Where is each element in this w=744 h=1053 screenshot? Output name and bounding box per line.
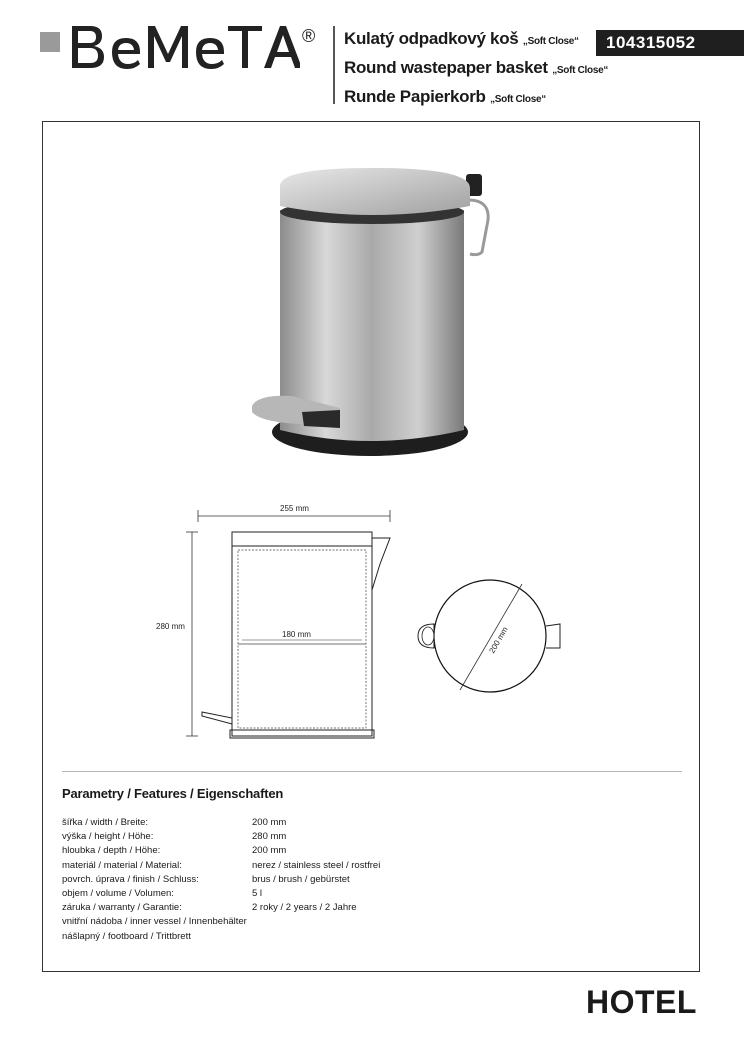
feature-label: objem / volume / Volumen: [62, 888, 174, 900]
feature-value: 200 mm [252, 845, 287, 857]
feature-value: 280 mm [252, 831, 287, 843]
top-view-circle [434, 580, 546, 692]
category-label: HOTEL [586, 984, 697, 1020]
title-german-suffix: „Soft Close“ [490, 94, 546, 105]
title-english-main: Round wastepaper basket [344, 58, 548, 77]
feature-label: povrch. úprava / finish / Schluss: [62, 873, 199, 885]
feature-value: 2 roky / 2 years / 2 Jahre [252, 902, 357, 914]
title-german-main: Runde Papierkorb [344, 87, 486, 106]
feature-row [62, 816, 380, 830]
title-czech-suffix: „Soft Close“ [522, 36, 579, 47]
features-table [62, 816, 380, 944]
features-heading: Parametry / Features / Eigenschaften [62, 786, 284, 801]
title-english [344, 55, 608, 84]
logo-square-mark [40, 32, 60, 52]
feature-row [62, 930, 380, 944]
feature-value: 200 mm [252, 817, 287, 828]
feature-label: výška / height / Höhe: [62, 831, 154, 843]
feature-label: materiál / material / Material: [62, 859, 182, 871]
width-dimension-label: 255 mm [280, 504, 309, 513]
title-german [344, 84, 608, 113]
feature-row [62, 844, 380, 858]
product-titles [344, 26, 608, 113]
header-divider [333, 26, 335, 104]
feature-row [62, 859, 380, 873]
feature-row [62, 915, 380, 929]
feature-value: brus / brush / gebürstet [252, 873, 350, 885]
section-divider [62, 771, 682, 772]
feature-row [62, 830, 380, 844]
feature-label: záruka / warranty / Garantie: [62, 902, 182, 914]
logo-wordmark-graphic [68, 22, 300, 72]
feature-label: šířka / width / Breite: [62, 817, 149, 828]
diameter-dimension-line [460, 584, 522, 690]
feature-label: nášlapný / footboard / Trittbrett [62, 930, 191, 942]
diameter-dimension-label: 200 mm [487, 625, 510, 655]
feature-value: 5 l [252, 888, 263, 900]
product-photo [200, 160, 500, 470]
feature-value: nerez / stainless steel / rostfrei [252, 859, 381, 871]
height-dimension-label: 280 mm [156, 622, 185, 631]
title-czech [344, 26, 608, 55]
logo-wordmark [68, 22, 300, 84]
inner-dimension-label: 180 mm [282, 630, 311, 639]
registered-mark: ® [302, 26, 316, 46]
feature-row [62, 873, 380, 887]
feature-row [62, 901, 380, 915]
title-english-suffix: „Soft Close“ [552, 65, 609, 76]
feature-label: vnitřní nádoba / inner vessel / Innenbehälter [62, 916, 247, 928]
title-czech-main: Kulatý odpadkový koš [344, 29, 519, 48]
product-code-badge: 104315052 [596, 30, 744, 56]
feature-row [62, 887, 380, 901]
technical-drawing [150, 498, 610, 748]
brand-logo [40, 26, 315, 76]
feature-label: hloubka / depth / Höhe: [62, 845, 161, 857]
